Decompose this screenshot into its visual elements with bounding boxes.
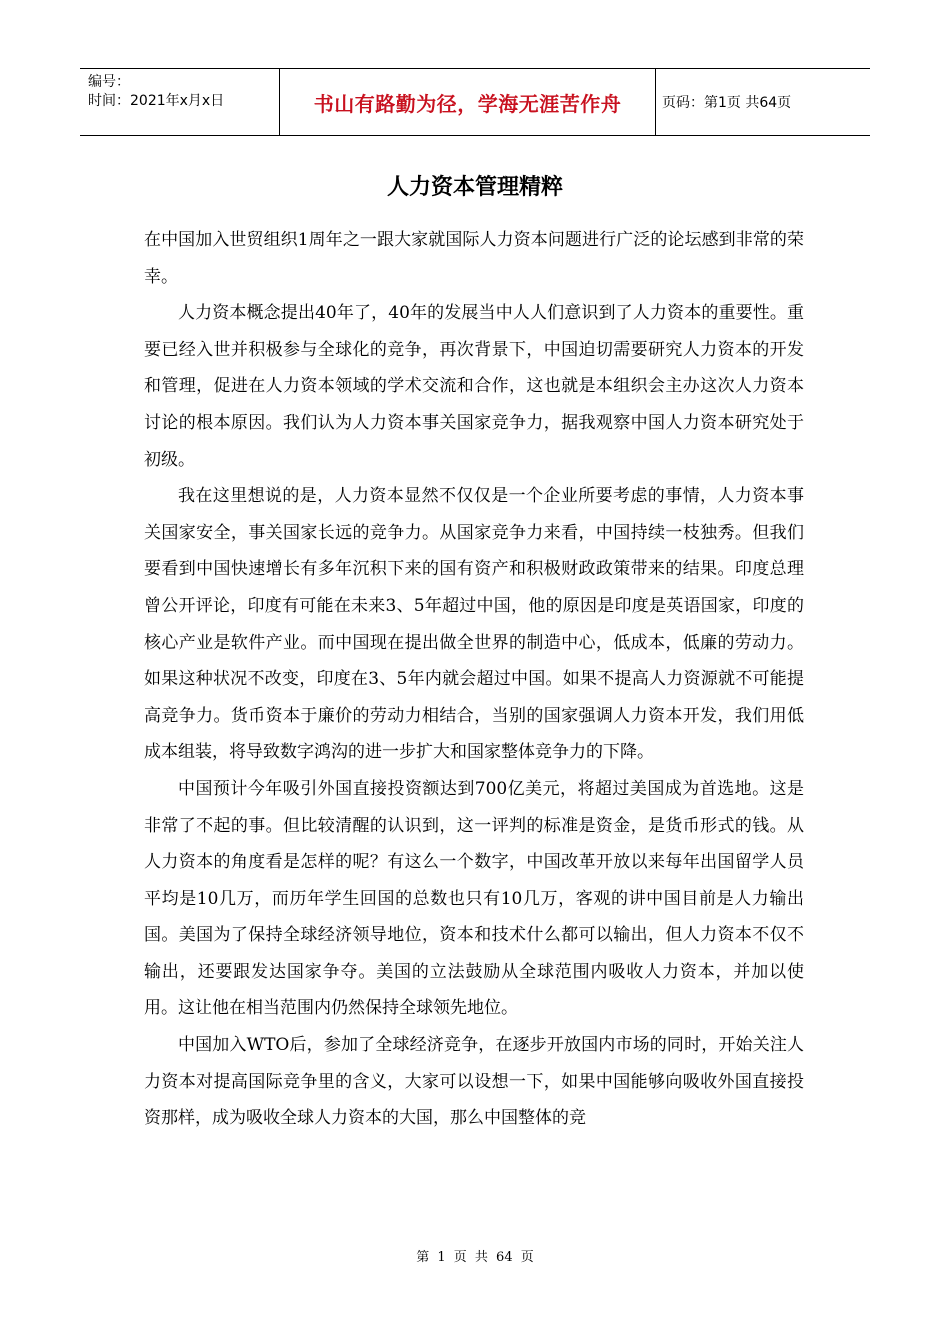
header-page-code: 页码：第1页 共64页 — [662, 95, 792, 111]
document-title: 人力资本管理精粹 — [386, 175, 563, 200]
paragraph: 中国加入WTO后，参加了全球经济竞争，在逐步开放国内市场的同时，开始关注人力资本对提高国际竞争里的含义，大家可以设想一下，如果中国能够向吸收外国直接投资那样，成为吸收全球人力资本的大国，那么中国整体的竞 — [144, 1035, 804, 1129]
number-label: 编号： — [88, 74, 130, 90]
paragraph: 我在这里想说的是，人力资本显然不仅仅是一个企业所要考虑的事情，人力资本事关国家安全，事关国家长远的竞争力。从国家竞争力来看，中国持续一枝独秀。但我们要看到中国快速增长有多年沉积下来的国有资产和积极财政政策带来的结果。印度总理曾公开评论，印度有可能在未来3、5年超过中国，他的原因是印度是英语国家，印度的核心产业是软件产业。而中国现在提出做全世界的制造中心，低成本，低廉的劳动力。如果这种状况不改变，印度在3、5年内就会超过中国。如果不提高人力资源就不可能提高竞争力。货币资本于廉价的劳动力相结合，当别的国家强调人力资本开发，我们用低成本组装，将导致数字鸿沟的进一步扩大和国家整体竞争力的下降。 — [144, 486, 804, 763]
time-label: 时间：2021年x月x日 — [88, 93, 225, 109]
header-motto: 书山有路勤为径，学海无涯苦作舟 — [280, 69, 656, 135]
paragraph: 在中国加入世贸组织1周年之一跟大家就国际人力资本问题进行广泛的论坛感到非常的荣幸。 — [144, 230, 804, 287]
paragraph: 中国预计今年吸引外国直接投资额达到700亿美元，将超过美国成为首选地。这是非常了不起的事。但比较清醒的认识到，这一评判的标准是资金，是货币形式的钱。从人力资本的角度看是怎样的呢？有这么一个数字，中国改革开放以来每年出国留学人员平均是10几万，而历年学生回国的总数也只有10几万，客观的讲中国目前是人力输出国。美国为了保持全球经济领导地位，资本和技术什么都可以输出，但人力资本不仅不输出，还要跟发达国家争夺。美国的立法鼓励从全球范围内吸收人力资本，并加以使用。这让他在相当范围内仍然保持全球领先地位。 — [144, 778, 804, 1019]
document-body — [144, 222, 804, 1137]
paragraph: 人力资本概念提出40年了，40年的发展当中人人们意识到了人力资本的重要性。重要已经入世并积极参与全球化的竞争，再次背景下，中国迫切需要研究人力资本的开发和管理，促进在人力资本领域的学术交流和合作，这也就是本组织会主办这次人力资本讨论的根本原因。我们认为人力资本事关国家竞争力，据我观察中国人力资本研究处于初级。 — [144, 303, 804, 470]
document-header — [80, 68, 870, 136]
header-meta-cell — [80, 69, 280, 135]
page-footer: 第 1 页 共 64 页 — [416, 1250, 534, 1265]
